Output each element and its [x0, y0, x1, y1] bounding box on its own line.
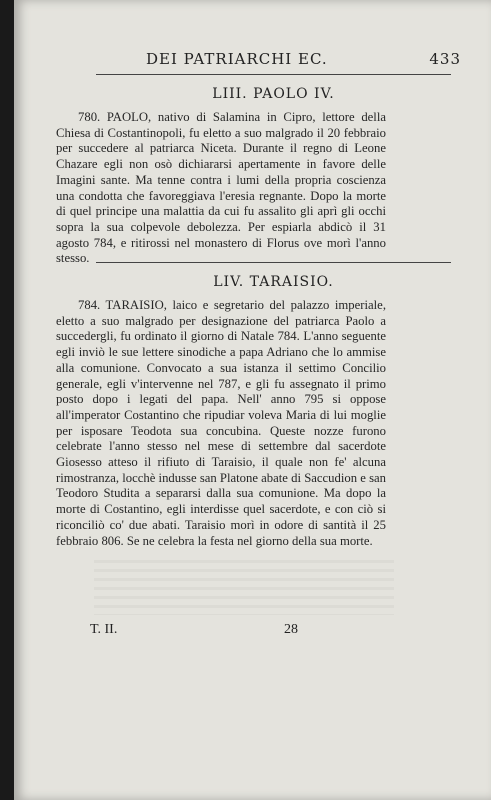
section-title-paolo: LIII. PAOLO IV. — [212, 86, 335, 102]
folio-number: 28 — [284, 622, 298, 637]
section-text-taraisio: 784. TARAISIO, laico e segretario del palazzo imperiale, eletto a suo malgrado per designazione del patriarca Paolo a succedergli, fu ordinato il giorno di Natale 784. L'anno seguente egli inviò le sue lettere sinodiche a papa Adriano che lo ammise alla comunione. Convocato a sua istanza il settimo Concilio generale, egli v'intervenne nel 787, e gli fu assegnato il primo posto dopo i legati del papa. Nell' anno 795 si oppose all'imperator Costantino che ripudiar voleva Maria di lui moglie per isposare Teodota sua concubina. Queste nozze furono celebrate l'anno stesso nel mese di settembre dal sacerdote Giosesso atteso il rifiuto di Taraisio, il quale non fe' alcuna rimostranza, locchè indusse san Platone abate di Saccudion e san Teodoro Studita a separarsi dalla sua comunione. Ma dopo la morte di Costantino, egli interdisse quel sacerdote, e con ciò si riconciliò co' due abati. Taraisio morì in odore di santità il 25 febbraio 806. Se ne celebra la festa nel giorno della sua morte. — [56, 298, 386, 548]
section-divider — [96, 262, 451, 263]
running-title: DEI PATRIARCHI EC. — [146, 50, 328, 68]
page-number: 433 — [429, 50, 461, 68]
section-text-paolo: 780. PAOLO, nativo di Salamina in Cipro, lettore della Chiesa di Costantinopoli, fu eletto a suo malgrado il 20 febbraio per succedere al patriarca Niceta. Durante il regno di Leone Chazare egli non osò dichiararsi apertamente in favore delle Imagini sante. Ma tenne contra i lumi della propria coscienza una condotta che favoreggiava l'eresia regnante. Dopo la morte di quel principe una malattia da cui fu assalito gli aprì gli occhi sopra la sua colpevole debolezza. Per espiarla abdicò il 31 agosto 784, e ritirossi nel monastero di Florus ove morì l'anno stesso. — [56, 110, 386, 266]
section-title-taraisio: LIV. TARAISIO. — [213, 274, 334, 290]
book-page — [14, 0, 491, 800]
signature-mark: T. II. — [90, 622, 118, 637]
bleed-through-shadow — [94, 560, 394, 615]
header-rule — [96, 74, 451, 75]
